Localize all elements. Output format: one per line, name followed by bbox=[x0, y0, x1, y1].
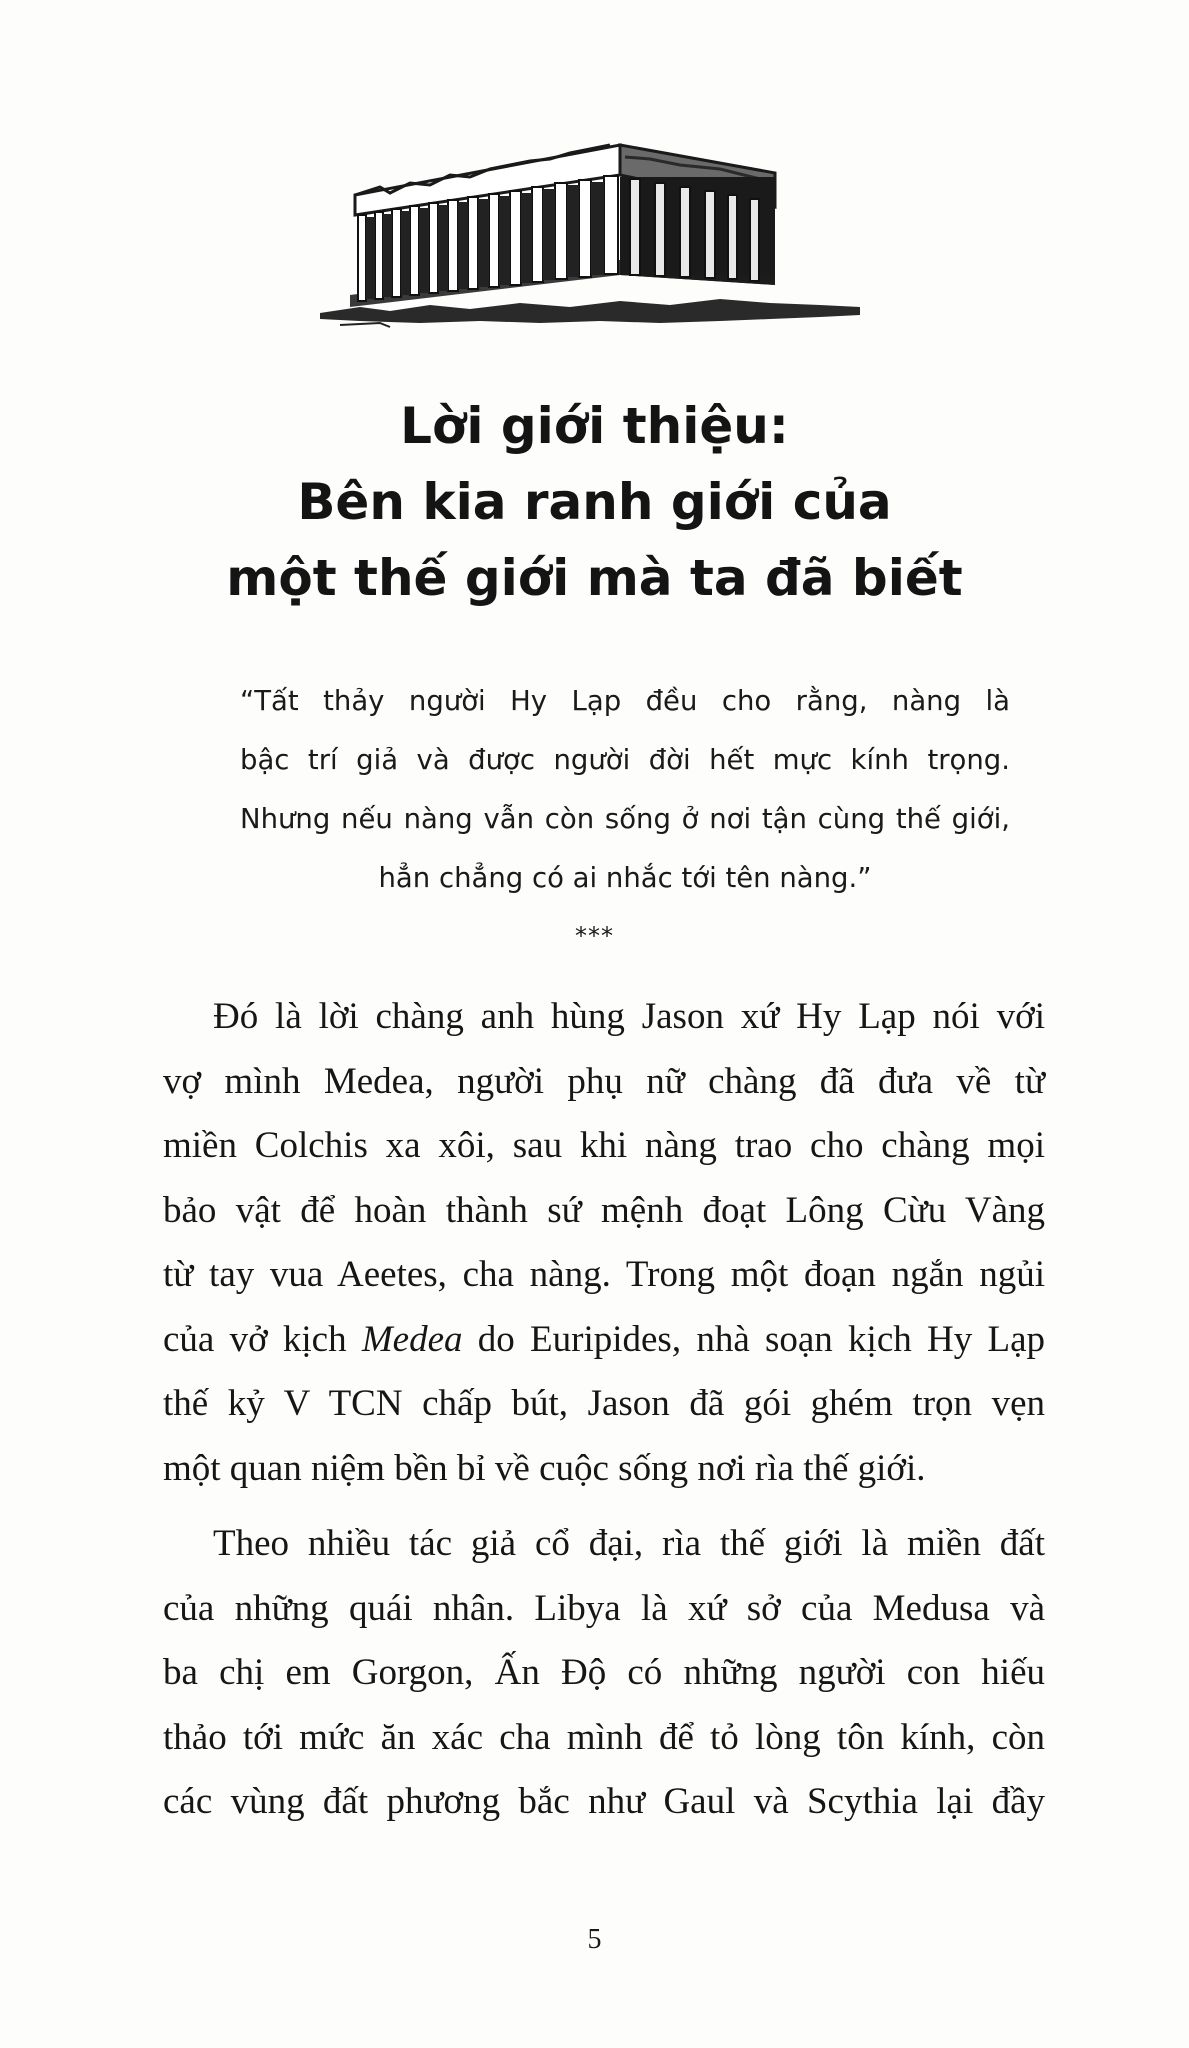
body-line: thế kỷ V TCN chấp bút, Jason đã gói ghém trọn vẹn bbox=[163, 1383, 1045, 1424]
body-text-segment: do Euripides, nhà soạn kịch Hy Lạp bbox=[462, 1318, 1045, 1360]
epigraph-line: “Tất thảy người Hy Lạp đều cho rằng, nàng là bbox=[240, 685, 1010, 717]
epigraph-quote bbox=[240, 672, 1010, 908]
body-line: Theo nhiều tác giả cổ đại, rìa thế giới là miền đất bbox=[213, 1523, 1045, 1564]
chapter-title-line: Bên kia ranh giới của bbox=[297, 473, 892, 531]
epigraph-line: Nhưng nếu nàng vẫn còn sống ở nơi tận cùng thế giới, bbox=[240, 803, 1010, 835]
section-separator: *** bbox=[575, 922, 614, 950]
body-line bbox=[163, 1308, 1045, 1373]
body-line: Đó là lời chàng anh hùng Jason xứ Hy Lạp nói với bbox=[213, 996, 1045, 1037]
body-line: một quan niệm bền bỉ về cuộc sống nơi rìa thế giới. bbox=[163, 1447, 926, 1489]
play-title-italic: Medea bbox=[361, 1318, 463, 1360]
parthenon-icon bbox=[320, 135, 860, 335]
body-line: của những quái nhân. Libya là xứ sở của Medusa và bbox=[163, 1587, 1045, 1629]
body-line: các vùng đất phương bắc như Gaul và Scythia lại đầy bbox=[163, 1781, 1045, 1822]
body-paragraph bbox=[163, 1512, 1045, 1835]
body-line: miền Colchis xa xôi, sau khi nàng trao cho chàng mọi bbox=[163, 1125, 1045, 1166]
epigraph-line: hẳn chẳng có ai nhắc tới tên nàng.” bbox=[378, 862, 872, 894]
body-line: từ tay vua Aeetes, cha nàng. Trong một đoạn ngắn ngủi bbox=[163, 1254, 1045, 1295]
chapter-title-line: một thế giới mà ta đã biết bbox=[226, 549, 963, 607]
body-line: ba chị em Gorgon, Ấn Độ có những người con hiếu bbox=[163, 1652, 1045, 1693]
body-line: thảo tới mức ăn xác cha mình để tỏ lòng tôn kính, còn bbox=[163, 1716, 1045, 1758]
epigraph-line: bậc trí giả và được người đời hết mực kính trọng. bbox=[240, 744, 1010, 776]
chapter-title-line: Lời giới thiệu: bbox=[400, 397, 789, 455]
body-text-segment: của vở kịch bbox=[163, 1318, 362, 1360]
page-number: 5 bbox=[587, 1924, 602, 1955]
body-paragraph bbox=[163, 985, 1045, 1501]
body-line: bảo vật để hoàn thành sứ mệnh đoạt Lông Cừu Vàng bbox=[163, 1189, 1045, 1231]
chapter-title bbox=[0, 388, 1189, 616]
body-line: vợ mình Medea, người phụ nữ chàng đã đưa về từ bbox=[163, 1060, 1045, 1102]
